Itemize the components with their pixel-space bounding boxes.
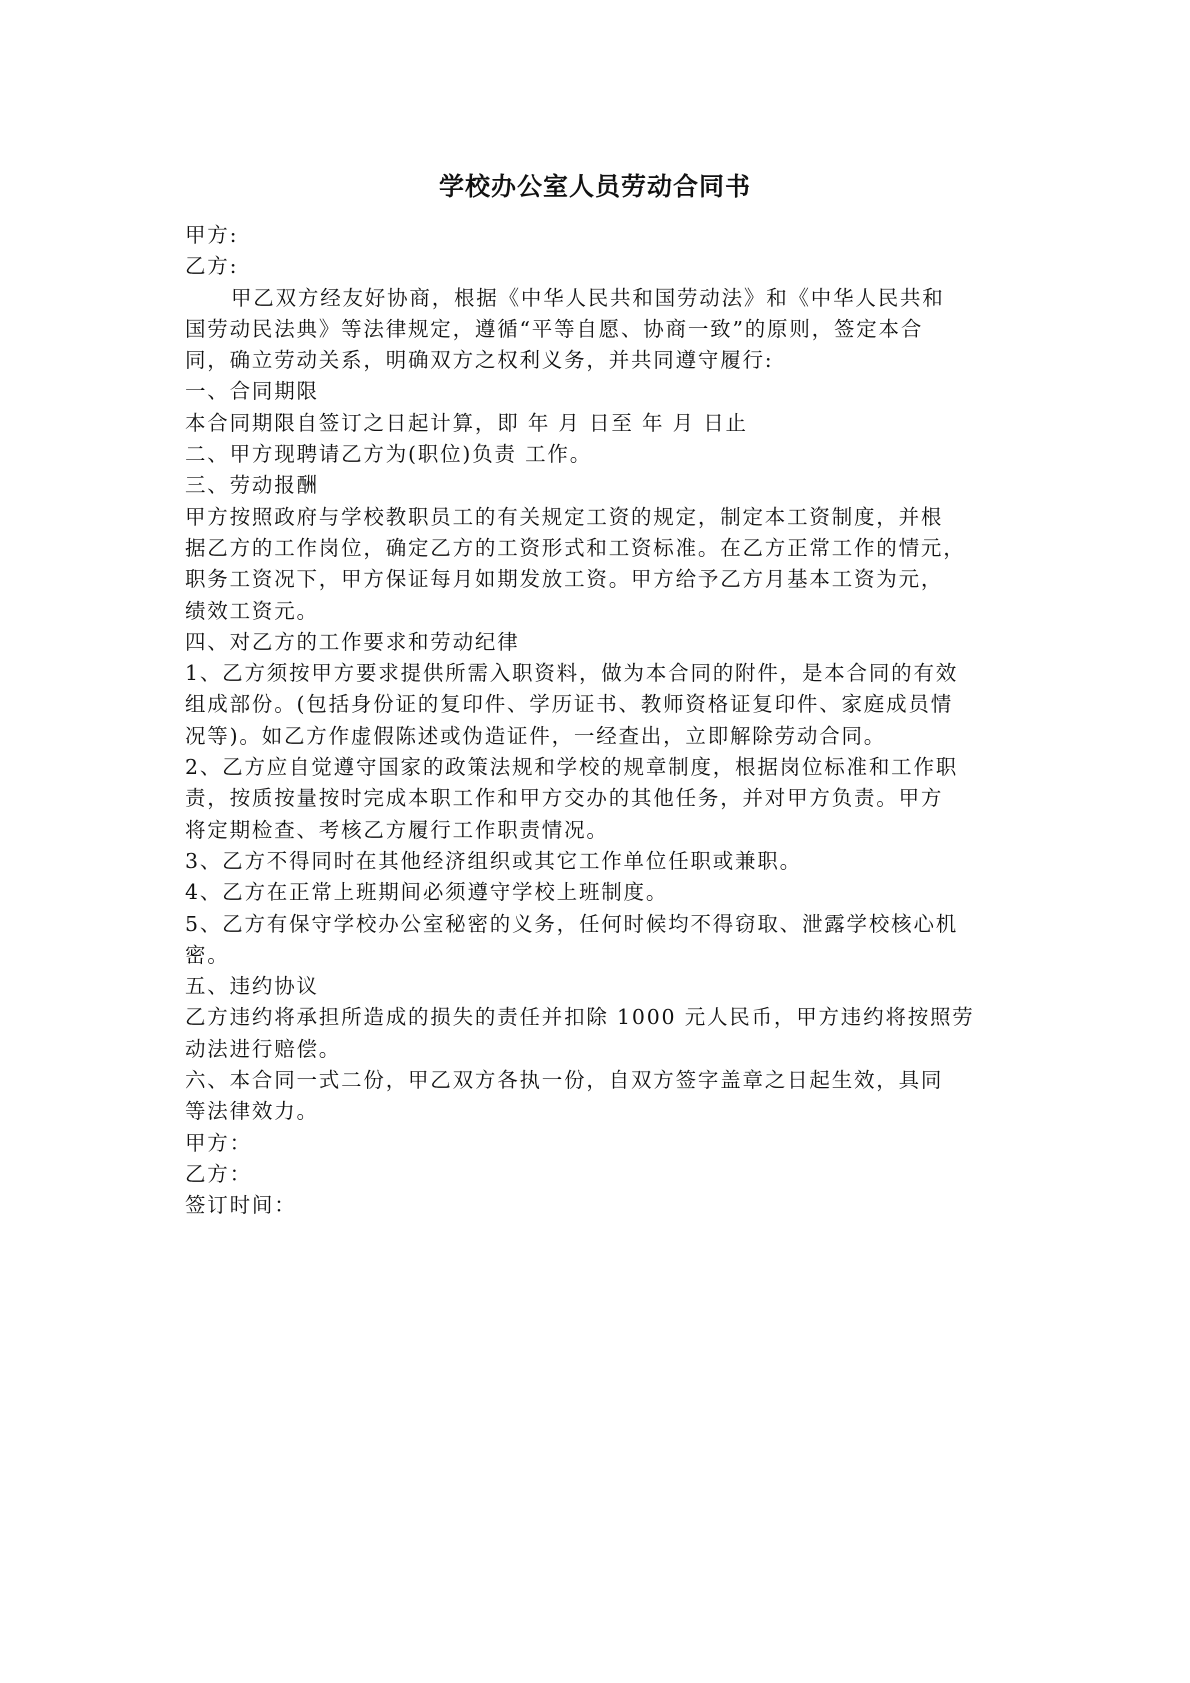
body-line: 甲方按照政府与学校教职员工的有关规定工资的规定，制定本工资制度，并根 — [185, 504, 944, 529]
body-line: 二、甲方现聘请乙方为(职位)负责 工作。 — [185, 442, 593, 467]
document-title: 学校办公室人员劳动合同书 — [438, 172, 751, 201]
body-line: 组成部份。(包括身份证的复印件、学历证书、教师资格证复印件、家庭成员情 — [185, 692, 953, 717]
body-line: 同，确立劳动关系，明确双方之权利义务，并共同遵守履行: — [185, 348, 774, 373]
body-line: 三、劳动报酬 — [185, 473, 319, 498]
document-body — [185, 220, 1017, 1222]
body-line: 四、对乙方的工作要求和劳动纪律 — [185, 629, 520, 654]
body-line: 乙方违约将承担所造成的损失的责任并扣除 1000 元人民币，甲方违约将按照劳 — [185, 1005, 975, 1030]
body-line: 甲方: — [185, 223, 239, 247]
body-line: 将定期检查、考核乙方履行工作职责情况。 — [185, 817, 609, 842]
body-line: 等法律效力。 — [185, 1099, 319, 1124]
body-line: 职务工资况下，甲方保证每月如期发放工资。甲方给予乙方月基本工资为元， — [185, 567, 944, 592]
body-line: 绩效工资元。 — [185, 598, 319, 623]
body-line: 签订时间： — [185, 1193, 297, 1218]
body-line: 1、乙方须按甲方要求提供所需入职资料，做为本合同的附件，是本合同的有效 — [185, 661, 959, 686]
body-line: 据乙方的工作岗位，确定乙方的工资形式和工资标准。在乙方正常工作的情元， — [185, 535, 966, 560]
body-line: 5、乙方有保守学校办公室秘密的义务，任何时候均不得窃取、泄露学校核心机 — [185, 911, 959, 936]
body-line: 六、本合同一式二份，甲乙双方各执一份，自双方签字盖章之日起生效，具同 — [185, 1068, 944, 1093]
body-line: 责，按质按量按时完成本职工作和甲方交办的其他任务，并对甲方负责。甲方 — [185, 786, 944, 811]
body-line: 乙方： — [185, 1161, 252, 1186]
body-line: 3、乙方不得同时在其他经济组织或其它工作单位任职或兼职。 — [185, 848, 802, 873]
body-line: 动法进行赔偿。 — [185, 1036, 342, 1061]
body-line: 4、乙方在正常上班期间必须遵守学校上班制度。 — [185, 880, 669, 905]
body-line: 国劳动民法典》等法律规定，遵循“平等自愿、协商一致”的原则，签定本合 — [185, 316, 924, 341]
body-line: 甲方： — [185, 1130, 252, 1155]
body-line: 乙方: — [185, 254, 239, 279]
body-line: 2、乙方应自觉遵守国家的政策法规和学校的规章制度，根据岗位标准和工作职 — [185, 755, 959, 780]
body-line: 密。 — [185, 942, 230, 967]
body-line: 五、违约协议 — [185, 974, 319, 999]
body-line: 本合同期限自签订之日起计算，即 年 月 日至 年 月 日止 — [185, 410, 748, 435]
body-line: 一、合同期限 — [185, 379, 319, 404]
body-line: 况等)。如乙方作虚假陈述或伪造证件，一经查出，立即解除劳动合同。 — [185, 723, 887, 748]
body-line: 甲乙双方经友好协商，根据《中华人民共和国劳动法》和《中华人民共和 — [231, 285, 945, 310]
